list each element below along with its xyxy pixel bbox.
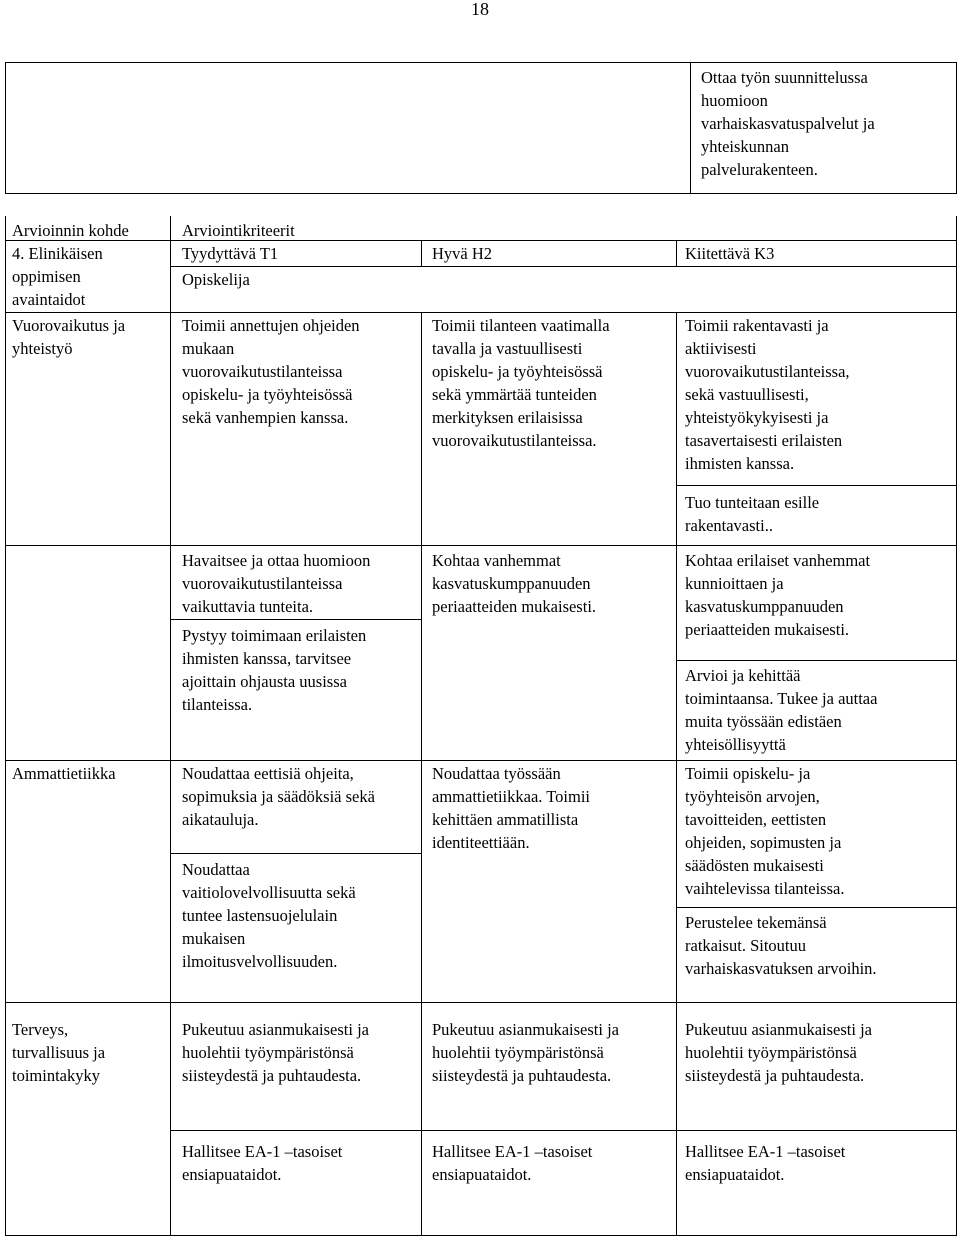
cell-h2: Noudattaa työssään ammattietiikkaa. Toimii kehittäen ammatillista identiteettiään. — [432, 764, 591, 852]
cell-t1: Pystyy toimimaan erilaisten ihmisten kanssa, tarvitsee ajoittain ohjausta uusissa tilanteissa. — [182, 626, 367, 714]
cell-k3: Perustelee tekemänsä ratkaisut. Sitoutuu varhaiskasvatuksen arvoihin. — [685, 913, 877, 978]
header-criteria: Arviointikriteerit — [182, 221, 295, 240]
cell-t1: Toimii annettujen ohjeiden mukaan vuorovaikutustilanteissa opiskelu- ja työyhteisössä sekä vanhempien kanssa. — [182, 316, 360, 427]
cell-k3: Tuo tunteitaan esille rakentavasti.. — [685, 493, 820, 535]
row-label-ammattietiikka: Ammattietiikka — [12, 764, 116, 783]
cell-t1: Hallitsee EA-1 –tasoiset ensiapuataidot. — [182, 1142, 343, 1184]
cell-h2: Hallitsee EA-1 –tasoiset ensiapuataidot. — [432, 1142, 593, 1184]
grade-h2: Hyvä H2 — [432, 244, 493, 263]
cell-k3: Toimii rakentavasti ja aktiivisesti vuorovaikutustilanteissa, sekä vastuullisesti, yhteistyökykyisesti ja tasavertaisesti erilaisten ihmisten kanssa. — [685, 316, 850, 473]
cell-h2: Toimii tilanteen vaatimalla tavalla ja vastuullisesti opiskelu- ja työyhteisössä sekä ymmärtää tunteiden merkityksen erilaisissa vuorovaikutustilanteissa. — [432, 316, 610, 450]
page-number: 18 — [471, 0, 489, 19]
section-title: 4. Elinikäisen oppimisen avaintaidot — [12, 244, 103, 309]
cell-t1: Havaitsee ja ottaa huomioon vuorovaikutustilanteissa vaikuttavia tunteita. — [182, 551, 371, 616]
cell-k3: Toimii opiskelu- ja työyhteisön arvojen, tavoitteiden, eettisten ohjeiden, sopimusten ja säädösten mukaisesti vaihtelevissa tilanteissa. — [685, 764, 845, 898]
cell-k3: Pukeutuu asianmukaisesti ja huolehtii työympäristönsä siisteydestä ja puhtaudesta. — [685, 1020, 872, 1085]
cell-k3: Arvioi ja kehittää toimintaansa. Tukee ja auttaa muita työssään edistäen yhteisöllisyyttä — [685, 666, 878, 754]
cell-h2: Kohtaa vanhemmat kasvatuskumppanuuden periaatteiden mukaisesti. — [432, 551, 597, 616]
cell-t1: Pukeutuu asianmukaisesti ja huolehtii työympäristönsä siisteydestä ja puhtaudesta. — [182, 1020, 369, 1085]
header-target: Arvioinnin kohde — [12, 221, 129, 240]
top-k3-text: Ottaa työn suunnittelussa huomioon varhaiskasvatuspalvelut ja yhteiskunnan palvelurakenteen. — [701, 68, 875, 179]
cell-t1: Noudattaa vaitiolovelvollisuutta sekä tuntee lastensuojelulain mukaisen ilmoitusvelvollisuuden. — [182, 860, 356, 971]
row-label-terveys: Terveys, turvallisuus ja toimintakyky — [12, 1020, 106, 1085]
row-label-vuorovaikutus: Vuorovaikutus ja yhteistyö — [12, 316, 126, 358]
student-label: Opiskelija — [182, 270, 250, 289]
cell-h2: Pukeutuu asianmukaisesti ja huolehtii työympäristönsä siisteydestä ja puhtaudesta. — [432, 1020, 619, 1085]
cell-k3: Kohtaa erilaiset vanhemmat kunnioittaen ja kasvatuskumppanuuden periaatteiden mukaisesti. — [685, 551, 871, 639]
cell-k3: Hallitsee EA-1 –tasoiset ensiapuataidot. — [685, 1142, 846, 1184]
grade-k3: Kiitettävä K3 — [685, 244, 775, 263]
cell-t1: Noudattaa eettisiä ohjeita, sopimuksia ja säädöksiä sekä aikatauluja. — [182, 764, 375, 829]
grade-t1: Tyydyttävä T1 — [182, 244, 279, 263]
